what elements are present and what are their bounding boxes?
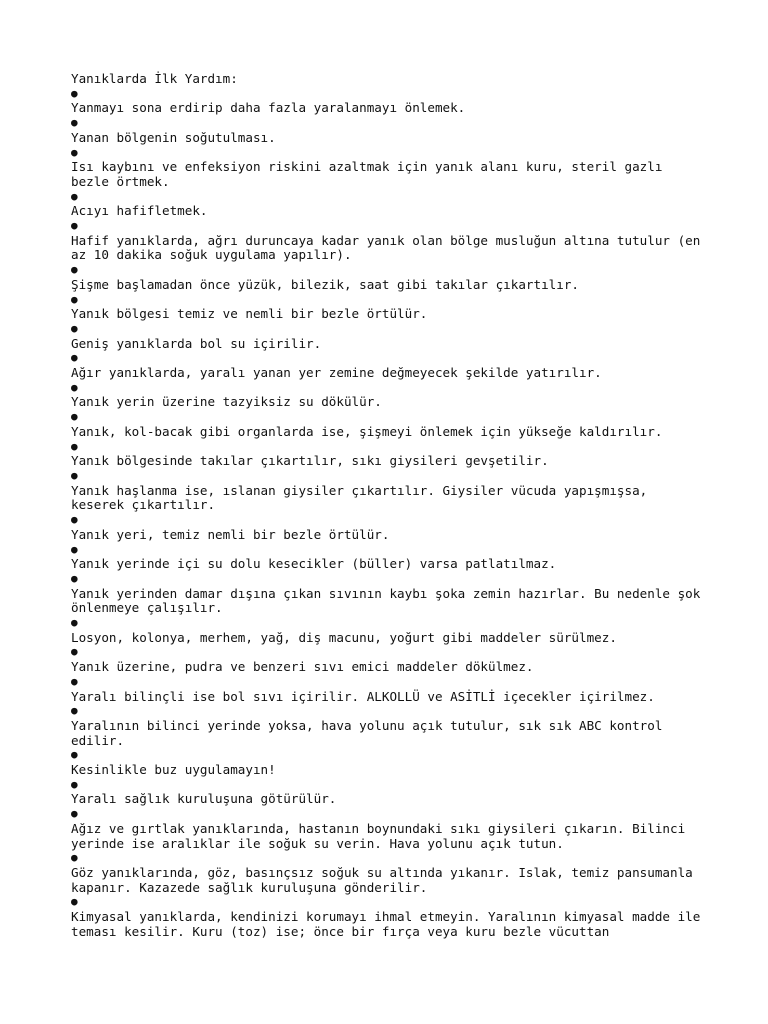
bullet-icon: ● bbox=[71, 351, 78, 365]
bullet-icon: ● bbox=[71, 748, 78, 762]
bullet-icon: ● bbox=[71, 263, 78, 277]
list-item-text: Yanık yerinden damar dışına çıkan sıvının kaybı şoka zemin hazırlar. Bu nedenle şok önlenmeye çalışılır. bbox=[71, 585, 701, 616]
bullet-icon: ● bbox=[71, 777, 78, 791]
list-item bbox=[71, 895, 711, 939]
list-item-text: Yanmayı sona erdirip daha fazla yaralanmayı önlemek. bbox=[71, 100, 466, 116]
list-item bbox=[71, 513, 711, 542]
list-item-text: Şişme başlamadan önce yüzük, bilezik, saat gibi takılar çıkartılır. bbox=[71, 276, 579, 292]
list-item-text: Yanık bölgesi temiz ve nemli bir bezle örtülür. bbox=[71, 306, 428, 322]
bullet-icon: ● bbox=[71, 851, 78, 865]
list-item-text: Yanan bölgenin soğutulması. bbox=[71, 129, 276, 145]
list-item bbox=[71, 263, 711, 292]
list-item bbox=[71, 645, 711, 674]
list-item bbox=[71, 851, 711, 895]
list-item-text: Geniş yanıklarda bol su içirilir. bbox=[71, 335, 322, 351]
list-item bbox=[71, 748, 711, 777]
list-item-text: Yanık yerinde içi su dolu kesecikler (büller) varsa patlatılmaz. bbox=[71, 556, 557, 572]
document-title: Yanıklarda İlk Yardım: bbox=[71, 71, 238, 86]
bullet-icon: ● bbox=[71, 116, 78, 130]
list-item-text: Kimyasal yanıklarda, kendinizi korumayı ihmal etmeyin. Yaralının kimyasal madde ile teması kesilir. Kuru (toz) ise; önce bir fırça veya kuru bezle vücuttan bbox=[71, 909, 701, 939]
bullet-icon: ● bbox=[71, 380, 78, 394]
bullet-icon: ● bbox=[71, 145, 78, 159]
bullet-icon: ● bbox=[71, 807, 78, 821]
bullet-icon: ● bbox=[71, 542, 78, 556]
list-item bbox=[71, 351, 711, 380]
list-item bbox=[71, 807, 711, 851]
bullet-list bbox=[71, 87, 711, 940]
list-item bbox=[71, 440, 711, 469]
bullet-icon: ● bbox=[71, 513, 78, 527]
list-item bbox=[71, 572, 711, 616]
list-item bbox=[71, 293, 711, 322]
list-item-text: Isı kaybını ve enfeksiyon riskini azaltmak için yanık alanı kuru, steril gazlı bezle örtmek. bbox=[71, 159, 663, 189]
list-item-text: Hafif yanıklarda, ağrı duruncaya kadar yanık olan bölge musluğun altına tutulur (en az 10 dakika soğuk uygulama yapılır). bbox=[71, 232, 701, 263]
list-item-text: Yanık haşlanma ise, ıslanan giysiler çıkartılır. Giysiler vücuda yapışmışsa, keserek çıkartılır. bbox=[71, 482, 648, 513]
list-item bbox=[71, 675, 711, 704]
list-item-text: Acıyı hafifletmek. bbox=[71, 203, 208, 219]
list-item bbox=[71, 778, 711, 807]
list-item-text: Kesinlikle buz uygulamayın! bbox=[71, 762, 276, 778]
list-item-text: Losyon, kolonya, merhem, yağ, diş macunu, yoğurt gibi maddeler sürülmez. bbox=[71, 629, 617, 645]
list-item bbox=[71, 146, 711, 190]
bullet-icon: ● bbox=[71, 674, 78, 688]
list-item-text: Ağız ve gırtlak yanıklarında, hastanın boynundaki sıkı giysileri çıkarın. Bilinci yerinde ise aralıklar ile soğuk su verin. Hava yolunu açık tutun. bbox=[71, 820, 686, 851]
bullet-icon: ● bbox=[71, 895, 78, 909]
bullet-icon: ● bbox=[71, 321, 78, 335]
bullet-icon: ● bbox=[71, 616, 78, 630]
list-item bbox=[71, 410, 711, 439]
list-item-text: Göz yanıklarında, göz, basınçsız soğuk su altında yıkanır. Islak, temiz pansumanla kapanır. Kazazede sağlık kuruluşuna gönderilir. bbox=[71, 864, 693, 895]
list-item-text: Yanık bölgesinde takılar çıkartılır, sıkı giysileri gevşetilir. bbox=[71, 453, 549, 469]
bullet-icon: ● bbox=[71, 219, 78, 233]
list-item bbox=[71, 381, 711, 410]
list-item bbox=[71, 704, 711, 748]
list-item bbox=[71, 219, 711, 263]
document-page bbox=[71, 72, 711, 939]
bullet-icon: ● bbox=[71, 439, 78, 453]
bullet-icon: ● bbox=[71, 645, 78, 659]
list-item bbox=[71, 87, 711, 116]
bullet-icon: ● bbox=[71, 189, 78, 203]
list-item bbox=[71, 116, 711, 145]
list-item bbox=[71, 616, 711, 645]
list-item-text: Yanık yeri, temiz nemli bir bezle örtülür. bbox=[71, 526, 390, 542]
list-item bbox=[71, 322, 711, 351]
bullet-icon: ● bbox=[71, 704, 78, 718]
list-item-text: Yanık üzerine, pudra ve benzeri sıvı emici maddeler dökülmez. bbox=[71, 659, 534, 675]
list-item-text: Yanık yerin üzerine tazyiksiz su dökülür. bbox=[71, 394, 382, 410]
bullet-icon: ● bbox=[71, 468, 78, 482]
list-item-text: Yaralı bilinçli ise bol sıvı içirilir. ALKOLLÜ ve ASİTLİ içecekler içirilmez. bbox=[71, 688, 655, 704]
list-item bbox=[71, 543, 711, 572]
list-item-text: Ağır yanıklarda, yaralı yanan yer zemine değmeyecek şekilde yatırılır. bbox=[71, 365, 602, 381]
bullet-icon: ● bbox=[71, 410, 78, 424]
list-item bbox=[71, 190, 711, 219]
list-item-text: Yaralının bilinci yerinde yoksa, hava yolunu açık tutulur, sık sık ABC kontrol edilir. bbox=[71, 717, 663, 748]
bullet-icon: ● bbox=[71, 292, 78, 306]
list-item bbox=[71, 469, 711, 513]
list-item-text: Yaralı sağlık kuruluşuna götürülür. bbox=[71, 791, 337, 807]
list-item-text: Yanık, kol-bacak gibi organlarda ise, şişmeyi önlemek için yükseğe kaldırılır. bbox=[71, 423, 663, 439]
bullet-icon: ● bbox=[71, 86, 78, 100]
bullet-icon: ● bbox=[71, 571, 78, 585]
